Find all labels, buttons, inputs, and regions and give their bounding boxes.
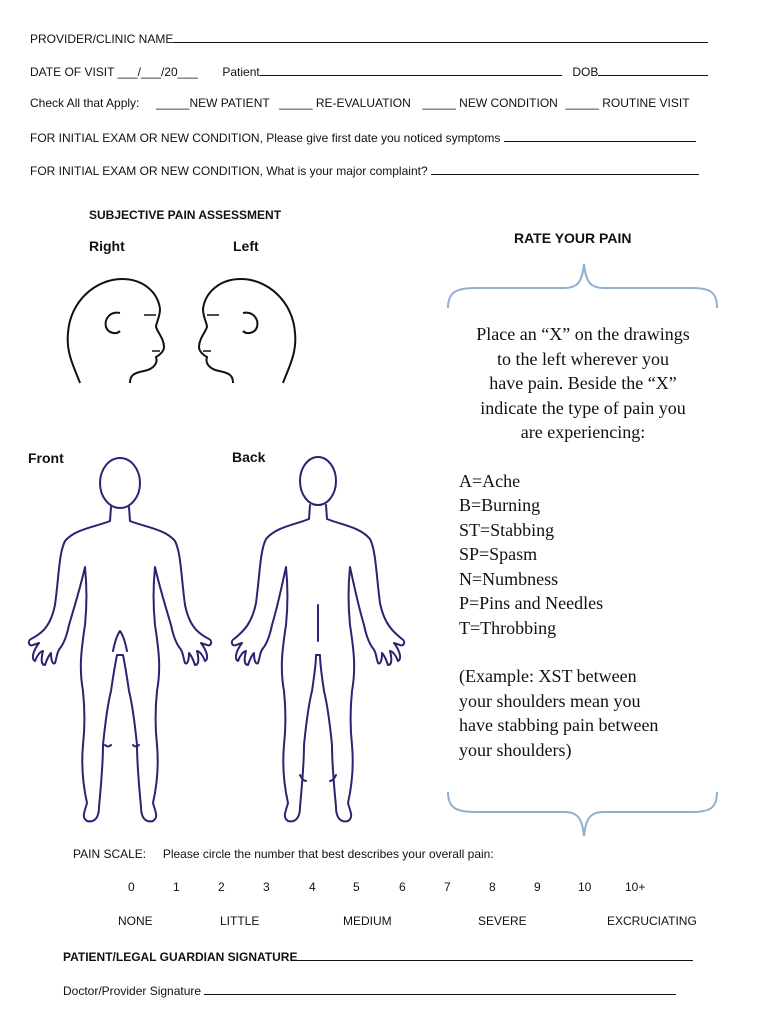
bottom-brace-icon: [446, 790, 719, 838]
head-left-profile[interactable]: [193, 275, 303, 385]
complaint-blank[interactable]: [431, 163, 699, 175]
scale-word-severe: SEVERE: [478, 914, 527, 928]
assessment-title: SUBJECTIVE PAIN ASSESSMENT: [89, 208, 282, 222]
scale-number-4[interactable]: 4: [309, 880, 316, 894]
scale-number-10-plus[interactable]: 10+: [625, 880, 646, 894]
doctor-signature-blank[interactable]: [204, 983, 676, 995]
check-label: Check All that Apply:: [30, 96, 140, 110]
pain-scale-row: [73, 847, 494, 861]
check-row: [30, 96, 690, 110]
doctor-signature-row: [63, 983, 676, 998]
first-date-blank[interactable]: [504, 130, 696, 142]
scale-number-10[interactable]: 10: [578, 880, 592, 894]
top-brace-icon: [446, 262, 719, 310]
patient-signature-row: [63, 949, 693, 964]
pain-code: A=Ache: [459, 470, 521, 491]
check-routine-visit[interactable]: _____ ROUTINE VISIT: [565, 96, 690, 110]
scale-word-medium: MEDIUM: [343, 914, 392, 928]
example-text: [447, 664, 719, 762]
scale-number-1[interactable]: 1: [173, 880, 180, 894]
intro-line: to the left wherever you: [497, 348, 669, 369]
scale-number-8[interactable]: 8: [489, 880, 496, 894]
front-label: Front: [28, 450, 64, 466]
doctor-signature-label: Doctor/Provider Signature: [63, 984, 202, 998]
patient-blank[interactable]: [260, 64, 562, 76]
left-label: Left: [233, 238, 259, 254]
first-date-row: [30, 130, 696, 145]
right-label: Right: [89, 238, 125, 254]
date-label[interactable]: DATE OF VISIT ___/___/20___: [30, 65, 198, 79]
provider-field[interactable]: [30, 31, 708, 46]
scale-number-2[interactable]: 2: [218, 880, 225, 894]
check-new-patient[interactable]: _____NEW PATIENT: [156, 96, 270, 110]
scale-word-excruciating: EXCRUCIATING: [607, 914, 697, 928]
patient-signature-blank[interactable]: [297, 949, 693, 961]
example-line: your shoulders): [459, 739, 572, 760]
check-new-condition[interactable]: _____ NEW CONDITION: [422, 96, 558, 110]
pain-code: P=Pins and Needles: [459, 593, 604, 613]
intro-line: have pain. Beside the “X”: [489, 373, 677, 393]
scale-number-6[interactable]: 6: [399, 880, 406, 894]
dob-label: DOB: [572, 65, 599, 79]
pain-code: B=Burning: [459, 495, 541, 515]
complaint-row: [30, 163, 699, 178]
body-front-figure[interactable]: [25, 455, 215, 827]
example-line: have stabbing pain between: [459, 715, 659, 735]
example-line: (Example: XST between: [459, 666, 637, 686]
pain-scale-prompt: Please circle the number that best describes your overall pain:: [162, 847, 494, 861]
scale-number-9[interactable]: 9: [534, 880, 541, 894]
instructions-text: [447, 322, 719, 762]
body-back-figure[interactable]: [230, 455, 410, 827]
pain-scale-label: PAIN SCALE:: [73, 847, 147, 861]
pain-code-list: [447, 469, 719, 641]
scale-number-3[interactable]: 3: [263, 880, 270, 894]
dob-blank[interactable]: [598, 64, 708, 76]
visit-row: [30, 64, 708, 79]
instructions-intro: [447, 322, 719, 445]
pain-code: ST=Stabbing: [459, 519, 555, 540]
pain-code: T=Throbbing: [459, 617, 557, 638]
scale-word-little: LITTLE: [220, 914, 260, 928]
provider-label: PROVIDER/CLINIC NAME: [30, 32, 174, 46]
provider-blank[interactable]: [173, 31, 708, 43]
check-reevaluation[interactable]: _____ RE-EVALUATION: [279, 96, 411, 110]
scale-number-7[interactable]: 7: [444, 880, 451, 894]
rate-pain-title: RATE YOUR PAIN: [514, 230, 632, 246]
scale-word-none: NONE: [118, 914, 153, 928]
back-label: Back: [232, 449, 266, 465]
example-line: your shoulders mean you: [459, 690, 641, 711]
patient-label: Patient: [222, 65, 260, 79]
complaint-question: FOR INITIAL EXAM OR NEW CONDITION, What is your major complaint?: [30, 164, 428, 178]
scale-number-5[interactable]: 5: [353, 880, 360, 894]
patient-signature-label: PATIENT/LEGAL GUARDIAN SIGNATURE: [63, 950, 298, 964]
head-right-profile[interactable]: [60, 275, 170, 385]
intro-line: indicate the type of pain you: [480, 397, 686, 418]
scale-number-0[interactable]: 0: [128, 880, 135, 894]
intro-line: are experiencing:: [520, 422, 646, 442]
intro-line: Place an “X” on the drawings: [476, 324, 690, 344]
pain-code: SP=Spasm: [459, 544, 538, 564]
first-date-question: FOR INITIAL EXAM OR NEW CONDITION, Please give first date you noticed symptoms: [30, 131, 501, 145]
pain-code: N=Numbness: [459, 568, 559, 589]
